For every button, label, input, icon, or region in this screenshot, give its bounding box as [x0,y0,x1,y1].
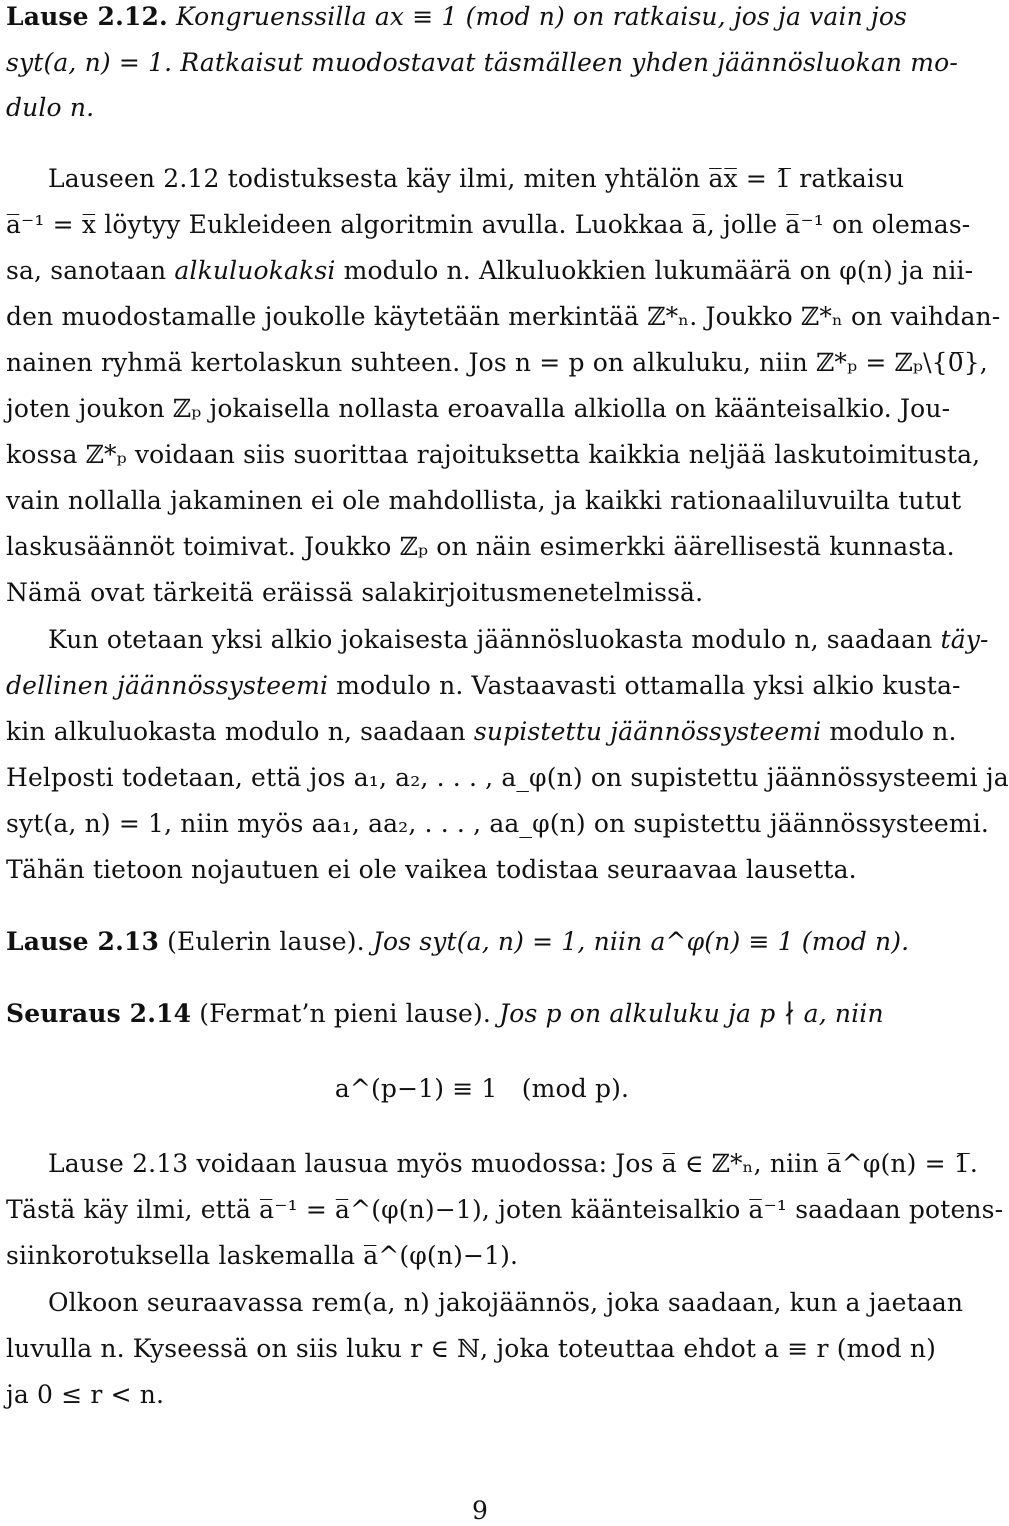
corollary-2-14 [6,998,958,1030]
paragraph-4-line-3 [6,1379,958,1411]
corollary-label: Seuraus 2.14 [6,999,192,1028]
paragraph-text: Lauseen 2.12 todistuksesta käy ilmi, miten yhtälön a̅x̅ = 1̅ ratkaisu [48,164,905,193]
term-taydellinen-jaannossysteemi: dellinen jäännössysteemi [6,671,329,700]
paragraph-text: syt(a, n) = 1, niin myös aa₁, aa₂, . . . , aa_φ(n) on supistettu jäännössysteemi. [6,809,989,838]
theorem-text: Kongruenssilla ax ≡ 1 (mod n) on ratkaisu, jos ja vain jos [167,2,908,31]
paragraph-1-line-9 [6,531,958,563]
paragraph-text: sa, sanotaan [6,256,175,285]
paragraph-text: Tähän tietoon nojautuen ei ole vaikea todistaa seuraavaa lausetta. [6,855,857,884]
theorem-2-12-line-1 [6,1,958,33]
paragraph-text: Lause 2.13 voidaan lausua myös muodossa: Jos a̅ ∈ ℤ*ₙ, niin a̅^φ(n) = 1̅. [48,1149,979,1178]
paragraph-3-line-1 [6,1148,979,1180]
theorem-text: Jos syt(a, n) = 1, niin a^φ(n) ≡ 1 (mod n). [372,927,910,956]
paragraph-1-line-7 [6,439,981,471]
paragraph-1-line-1 [6,163,958,195]
theorem-2-12-line-2 [6,47,958,79]
paragraph-text: modulo n. Vastaavasti ottamalla yksi alkio kusta- [328,671,961,700]
paragraph-4-line-2 [6,1333,958,1365]
paragraph-text: ja 0 ≤ r < n. [6,1380,165,1409]
paragraph-text: luvulla n. Kyseessä on siis luku r ∈ ℕ, joka toteuttaa ehdot a ≡ r (mod n) [6,1334,937,1363]
paragraph-3-line-2 [6,1194,1004,1226]
theorem-label: Lause 2.12. [6,2,168,31]
theorem-text: dulo n. [6,93,95,122]
paragraph-text: Nämä ovat tärkeitä eräissä salakirjoitusmenetelmissä. [6,578,704,607]
paragraph-text: Kun otetaan yksi alkio jokaisesta jäännösluokasta modulo n, saadaan [48,625,941,654]
paragraph-text: joten joukon ℤₚ jokaisella nollasta eroavalla alkiolla on käänteisalkio. Jou- [6,394,951,423]
page-number: 9 [472,1496,488,1525]
corollary-name: (Fermat’n pieni lause). [191,999,500,1028]
paragraph-2-line-4 [6,762,1009,794]
paragraph-1-line-8 [6,485,962,517]
paragraph-text: modulo n. [821,717,957,746]
paragraph-2-line-2 [6,670,961,702]
term-supistettu-jaannossysteemi: supistettu jäännössysteemi [473,717,822,746]
theorem-label: Lause 2.13 [6,927,160,956]
paragraph-1-line-6 [6,393,958,425]
paragraph-text: modulo n. Alkuluokkien lukumäärä on φ(n) ja nii- [335,256,974,285]
theorem-2-13 [6,926,958,958]
paragraph-1-line-4 [6,301,1001,333]
paragraph-text: den muodostamalle joukolle käytetään merkintää ℤ*ₙ. Joukko ℤ*ₙ on vaihdan- [6,302,1001,331]
paragraph-text: laskusäännöt toimivat. Joukko ℤₚ on näin esimerkki äärellisestä kunnasta. [6,532,955,561]
paragraph-text: Olkoon seuraavassa rem(a, n) jakojäännös, joka saadaan, kun a jaetaan [48,1288,964,1317]
theorem-name: (Eulerin lause). [159,927,373,956]
paragraph-2-line-6 [6,854,958,886]
paragraph-text: Helposti todetaan, että jos a₁, a₂, . . . , a_φ(n) on supistettu jäännössysteemi ja [6,763,1009,792]
paragraph-text: siinkorotuksella laskemalla a̅^(φ(n)−1). [6,1241,519,1270]
paragraph-text: kossa ℤ*ₚ voidaan siis suorittaa rajoituksetta kaikkia neljää laskutoimitusta, [6,440,981,469]
paragraph-1-line-2 [6,209,971,241]
paragraph-text: Tästä käy ilmi, että a̅⁻¹ = a̅^(φ(n)−1), joten käänteisalkio a̅⁻¹ saadaan potens- [6,1195,1004,1224]
corollary-text: Jos p on alkuluku ja p ∤ a, niin [499,999,884,1028]
paragraph-2-line-3 [6,716,958,748]
term-alkuluokka: alkuluokaksi [174,256,336,285]
paragraph-text: a̅⁻¹ = x̅ löytyy Eukleideen algoritmin avulla. Luokkaa a̅, jolle a̅⁻¹ on olemas- [6,210,971,239]
equation-text: a^(p−1) ≡ 1 (mod p). [334,1074,630,1103]
paragraph-3-line-3 [6,1240,958,1272]
paragraph-text: kin alkuluokasta modulo n, saadaan [6,717,474,746]
paragraph-1-line-10 [6,577,958,609]
paragraph-2-line-5 [6,808,989,840]
paragraph-text: nainen ryhmä kertolaskun suhteen. Jos n = p on alkuluku, niin ℤ*ₚ = ℤₚ\{0̅}, [6,348,988,377]
display-equation [6,1073,958,1105]
paragraph-1-line-5 [6,347,988,379]
paragraph-4-line-1 [6,1287,964,1319]
paragraph-text: vain nollalla jakaminen ei ole mahdollista, ja kaikki rationaaliluvuilta tutut [6,486,962,515]
theorem-text: syt(a, n) = 1. Ratkaisut muodostavat täsmälleen yhden jäännösluokan mo- [6,48,958,77]
theorem-2-12-line-3 [6,92,958,124]
paragraph-text-italic: täy- [940,625,989,654]
paragraph-1-line-3 [6,255,974,287]
paragraph-2-line-1 [6,624,989,656]
